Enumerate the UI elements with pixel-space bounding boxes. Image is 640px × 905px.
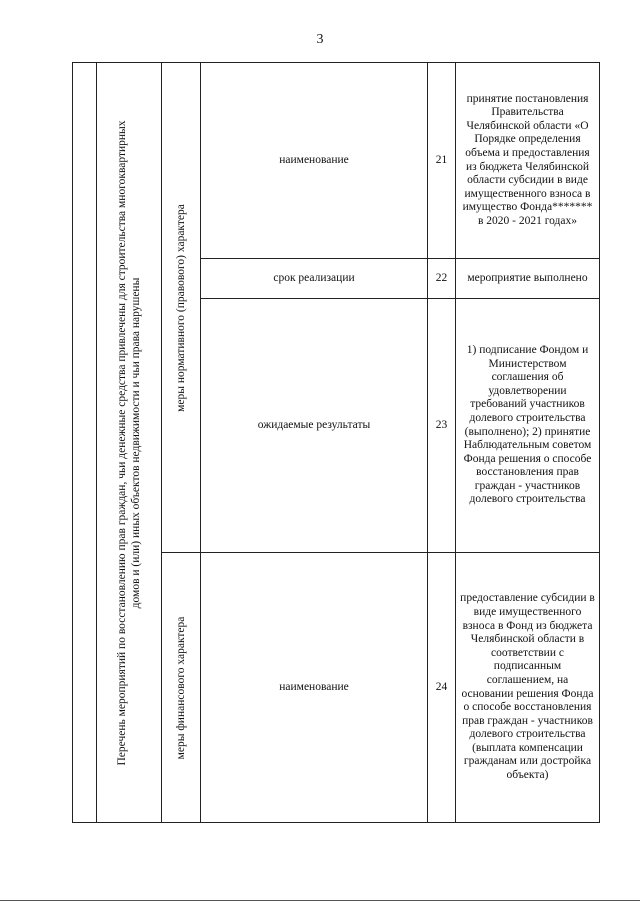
row-label: ожидаемые результаты: [201, 299, 428, 553]
section-title: меры нормативного (правового) характера: [175, 203, 187, 412]
row-label: наименование: [201, 63, 428, 259]
row-number: 24: [428, 553, 456, 823]
row-number: 23: [428, 299, 456, 553]
measures-table: [72, 62, 600, 823]
row-number: 21: [428, 63, 456, 259]
table-row: [73, 63, 600, 259]
row-label: наименование: [201, 553, 428, 823]
row-number: 22: [428, 259, 456, 299]
row-label: срок реализации: [201, 259, 428, 299]
row-value: предоставление субсидии в виде имущественного взноса в Фонд из бюджета Челябинской области в соответствии с подписанным соглашением, на основании решения Фонда о способе восстановления прав граждан - участников долевого строительства (выплата компенсации гражданам или достройка объекта): [456, 553, 600, 823]
group-title: Перечень мероприятий по восстановлению прав граждан, чьи денежные средства привлечены для строительства многоквартирных домов и (или) иных объектов недвижимости и чьи права нарушены: [116, 119, 142, 766]
group-title-cell: [97, 63, 162, 823]
row-value: принятие постановления Правительства Челябинской области «О Порядке определения объема и предоставления из бюджета Челябинской области субсидии в виде имущественного взноса в имущество Фонда******* в 2020 - 2021 годах»: [456, 63, 600, 259]
section-title: меры финансового характера: [175, 616, 187, 759]
row-value: мероприятие выполнено: [456, 259, 600, 299]
empty-left-column: [73, 63, 97, 823]
section-title-cell: [162, 553, 201, 823]
scan-edge-line: [0, 900, 640, 901]
row-value: 1) подписание Фондом и Министерством соглашения об удовлетворении требований участников долевого строительства (выполнено); 2) принятие Наблюдательным советом Фонда решения о способе восстановления прав граждан - участников долевого строительства: [456, 299, 600, 553]
section-title-cell: [162, 63, 201, 553]
page-number: 3: [316, 32, 324, 47]
